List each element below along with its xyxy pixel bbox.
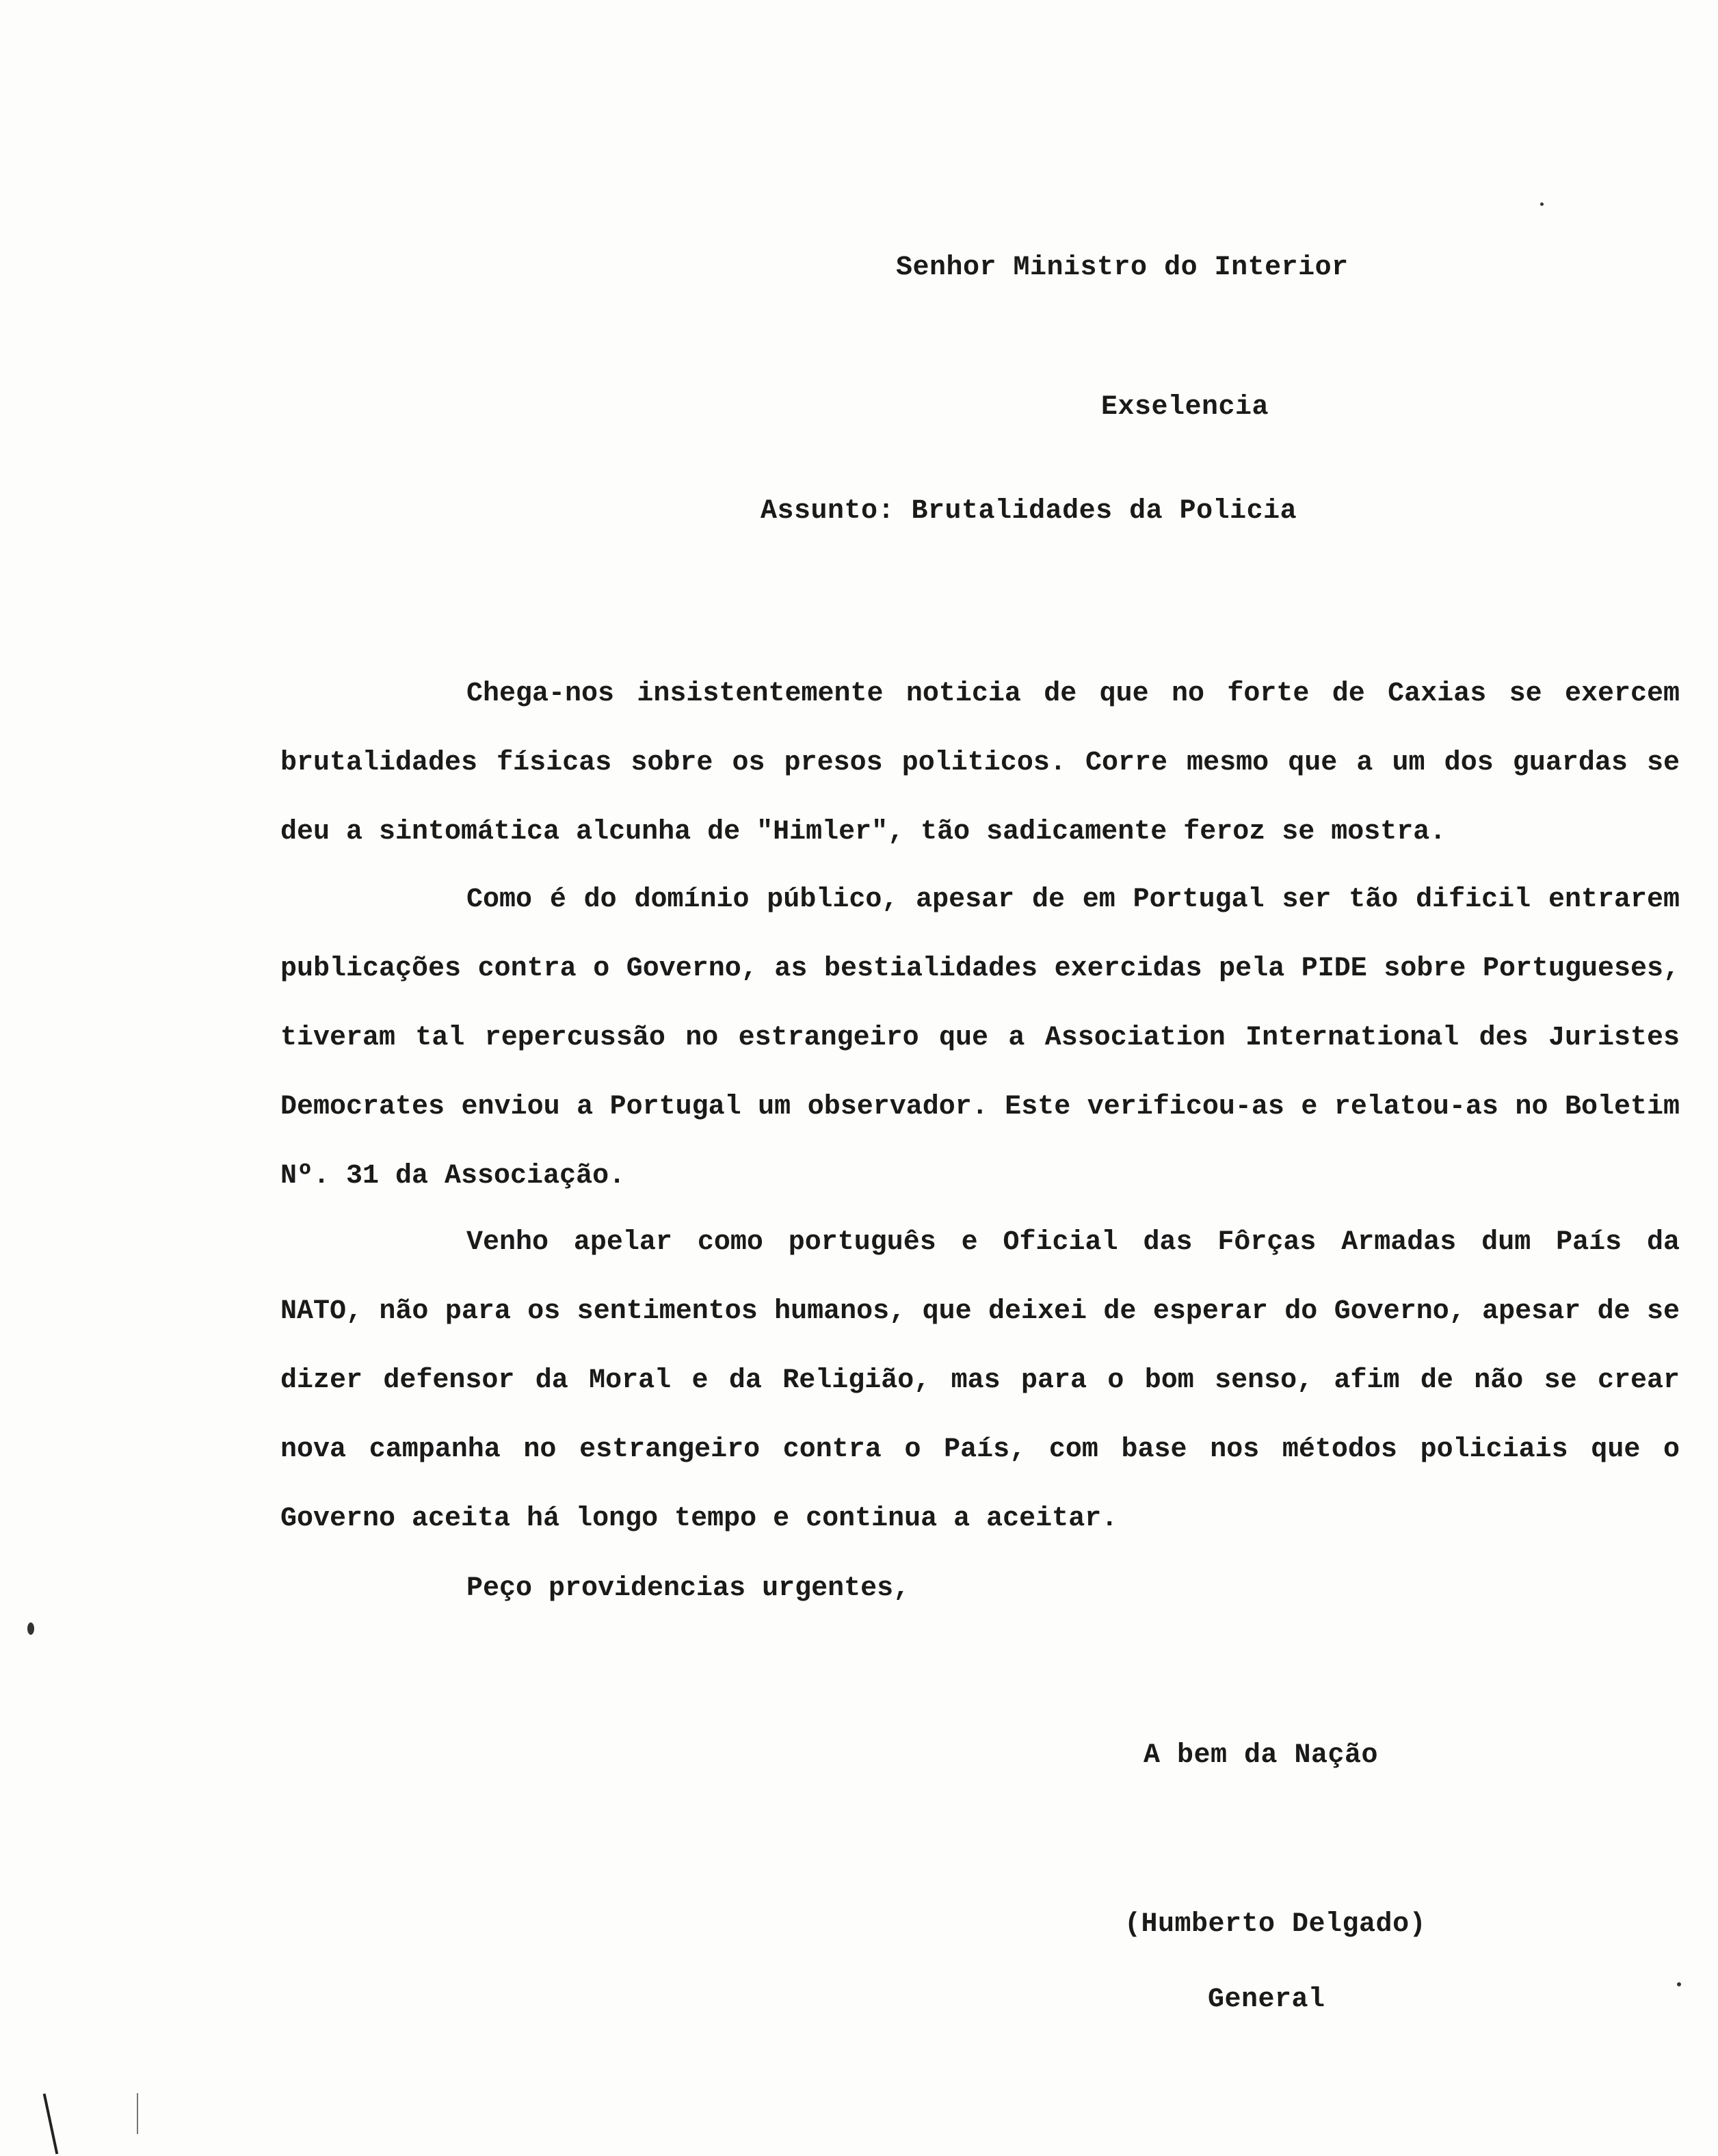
body-paragraph-2: Como é do domínio público, apesar de em Portugal ser tão dificil entrarem publicações contra o Governo, as bestialidades exercidas pela PIDE sobre Portugueses, tiveram tal repercussão no estrangeiro que a Association International des Juristes Democrates enviou a Portugal um observador. Este verificou-as e relatou-as no Boletim Nº. 31 da Associação. xyxy=(280,884,1680,1192)
body-paragraph-1: Chega-nos insistentemente noticia de que no forte de Caxias se exercem brutalidades físicas sobre os presos politicos. Corre mesmo que a um dos guardas se deu a sintomática alcunha de "Himler", tão sadicamente feroz se mostra. xyxy=(280,679,1680,847)
scan-speck xyxy=(27,1622,34,1635)
signature-title: General xyxy=(1208,1984,1325,2015)
signature-name: (Humberto Delgado) xyxy=(1124,1909,1427,1940)
closing-phrase: A bem da Nação xyxy=(1144,1740,1379,1771)
body-paragraph-4: Peço providencias urgentes, xyxy=(466,1573,910,1604)
body-paragraph-3: Venho apelar como português e Oficial das Fôrças Armadas dum País da NATO, não para os sentimentos humanos, que deixei de esperar do Governo, apesar de se dizer defensor da Moral e da Religião, mas para o bom senso, afim de não se crear nova campanha no estrangeiro contra o País, com base nos métodos policiais que o Governo aceita há longo tempo e continua a aceitar. xyxy=(280,1227,1680,1534)
scan-margin-mark xyxy=(43,2094,59,2155)
addressee: Senhor Ministro do Interior xyxy=(896,252,1349,283)
scan-speck xyxy=(1540,202,1544,206)
subject-line: Assunto: Brutalidades da Policia xyxy=(761,496,1297,527)
scan-margin-mark xyxy=(137,2093,138,2134)
scan-speck xyxy=(1677,1982,1681,1986)
salutation: Exselencia xyxy=(1101,392,1269,423)
